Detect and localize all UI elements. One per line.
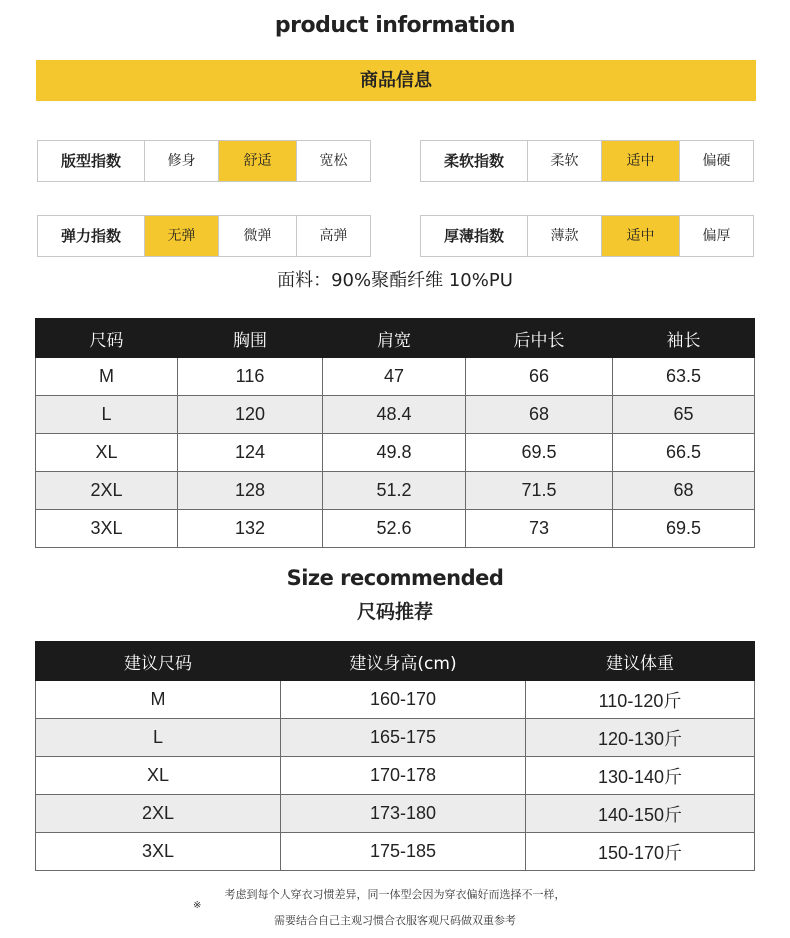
table-row	[36, 719, 755, 757]
section-banner: 商品信息	[36, 60, 756, 101]
thickness-option: 偏厚	[679, 216, 753, 256]
column-header: 建议身高(cm)	[281, 642, 526, 681]
column-header: 建议体重	[526, 642, 755, 681]
table-cell: 175-185	[281, 833, 526, 871]
table-cell: 3XL	[36, 833, 281, 871]
table-cell: 124	[178, 434, 323, 472]
table-cell: 48.4	[323, 396, 466, 434]
softness-index	[420, 140, 754, 182]
table-cell: 2XL	[36, 795, 281, 833]
table-cell: 71.5	[466, 472, 613, 510]
footnote-line: 需要结合自己主观习惯合衣服客观尺码做双重参考	[274, 914, 516, 927]
column-header: 建议尺码	[36, 642, 281, 681]
table-cell: L	[36, 396, 178, 434]
stretch-index	[37, 215, 371, 257]
size-recommended-title: Size recommended	[286, 566, 504, 590]
stretch-option: 高弹	[296, 216, 370, 256]
table-cell: 165-175	[281, 719, 526, 757]
table-cell: 73	[466, 510, 613, 548]
table-cell: 128	[178, 472, 323, 510]
table-cell: 69.5	[466, 434, 613, 472]
softness-index-label: 柔软指数	[443, 152, 504, 170]
stretch-option: 无弹	[144, 216, 218, 256]
table-cell: 49.8	[323, 434, 466, 472]
note-mark-icon: ※	[193, 900, 202, 911]
table-cell: 116	[178, 358, 323, 396]
table-cell: 3XL	[36, 510, 178, 548]
table-cell: 120	[178, 396, 323, 434]
softness-option: 柔软	[527, 141, 601, 181]
table-cell: 51.2	[323, 472, 466, 510]
table-cell: 68	[466, 396, 613, 434]
footnote-line: 考虑到每个人穿衣习惯差异，同一体型会因为穿衣偏好而选择不一样，	[224, 888, 566, 901]
size-chart-table	[35, 318, 755, 548]
table-cell: 63.5	[613, 358, 755, 396]
table-row	[36, 757, 755, 795]
thickness-option: 适中	[601, 216, 679, 256]
table-header-row	[36, 642, 755, 681]
table-row	[36, 833, 755, 871]
table-cell: 68	[613, 472, 755, 510]
table-cell: M	[36, 681, 281, 719]
thickness-index	[420, 215, 754, 257]
table-cell: 69.5	[613, 510, 755, 548]
fit-option: 修身	[144, 141, 218, 181]
table-cell: 160-170	[281, 681, 526, 719]
table-row	[36, 396, 755, 434]
size-recommended-subtitle: 尺码推荐	[356, 601, 433, 623]
table-cell: 132	[178, 510, 323, 548]
column-header: 胸围	[178, 319, 323, 358]
table-cell: 65	[613, 396, 755, 434]
table-header-row	[36, 319, 755, 358]
table-row	[36, 795, 755, 833]
table-cell: 173-180	[281, 795, 526, 833]
thickness-index-label: 厚薄指数	[443, 227, 504, 245]
fit-index-label: 版型指数	[60, 152, 121, 170]
table-cell: 52.6	[323, 510, 466, 548]
table-cell: L	[36, 719, 281, 757]
table-cell: 170-178	[281, 757, 526, 795]
table-cell: 130-140斤	[526, 757, 755, 795]
table-row	[36, 681, 755, 719]
page-title: product information	[274, 13, 516, 38]
stretch-index-label: 弹力指数	[60, 227, 121, 245]
fit-option: 舒适	[218, 141, 296, 181]
stretch-option: 微弹	[218, 216, 296, 256]
column-header: 后中长	[466, 319, 613, 358]
table-row	[36, 510, 755, 548]
softness-option: 适中	[601, 141, 679, 181]
table-cell: 2XL	[36, 472, 178, 510]
table-cell: 66.5	[613, 434, 755, 472]
fit-option: 宽松	[296, 141, 370, 181]
table-cell: 47	[323, 358, 466, 396]
table-cell: 150-170斤	[526, 833, 755, 871]
column-header: 袖长	[613, 319, 755, 358]
column-header: 尺码	[36, 319, 178, 358]
table-cell: 66	[466, 358, 613, 396]
softness-option: 偏硬	[679, 141, 753, 181]
column-header: 肩宽	[323, 319, 466, 358]
table-cell: 120-130斤	[526, 719, 755, 757]
table-row	[36, 472, 755, 510]
fit-index	[37, 140, 371, 182]
table-cell: 110-120斤	[526, 681, 755, 719]
thickness-option: 薄款	[527, 216, 601, 256]
fabric-composition: 面料：90%聚酯纤维 10%PU	[277, 270, 513, 291]
table-row	[36, 434, 755, 472]
table-cell: 140-150斤	[526, 795, 755, 833]
table-row	[36, 358, 755, 396]
table-cell: XL	[36, 434, 178, 472]
table-cell: XL	[36, 757, 281, 795]
size-recommendation-table	[35, 641, 755, 871]
table-cell: M	[36, 358, 178, 396]
